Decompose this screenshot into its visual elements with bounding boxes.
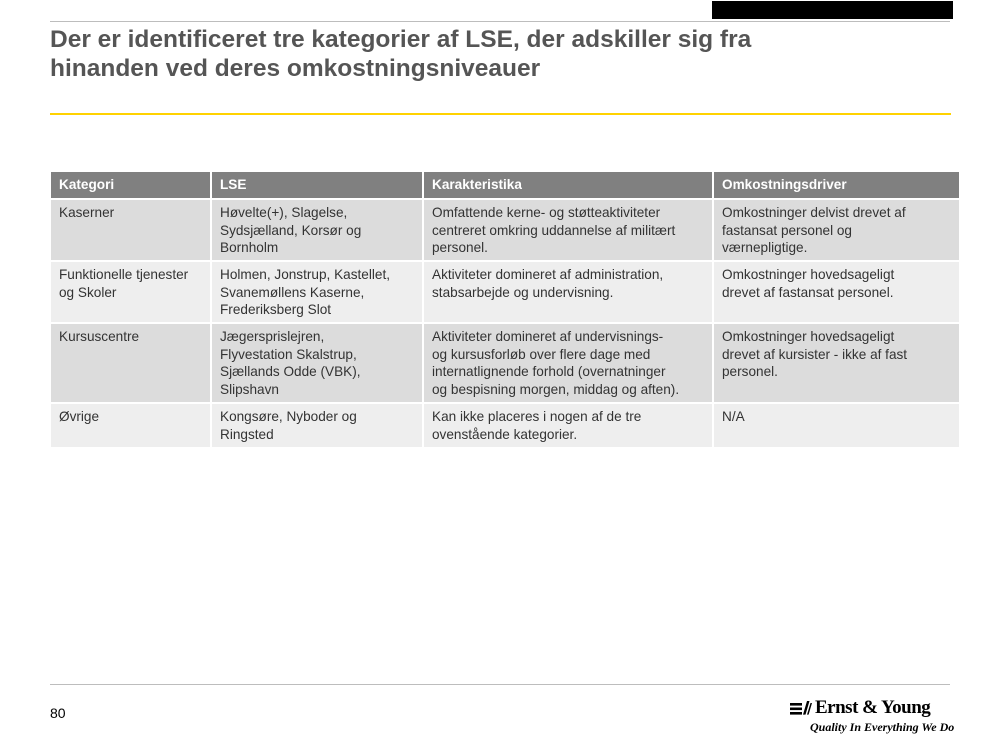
cell-karakteristika — [424, 262, 712, 322]
cell-line: internatlignende forhold (overnatninger — [432, 364, 666, 379]
cell-line: Kursuscentre — [59, 329, 140, 344]
cell-line: Ringsted — [220, 426, 274, 442]
cell-line: Jægersprislejren, — [220, 329, 325, 344]
cell-line: værnepligtige. — [722, 240, 808, 255]
cell-line: Flyvestation Skalstrup, — [220, 346, 357, 362]
logo-tagline: Quality In Everything We Do — [810, 720, 955, 734]
cell-line: og Skoler — [59, 284, 117, 300]
cell-karakteristika — [424, 404, 712, 447]
cell-kategori — [51, 200, 210, 260]
cell-lse — [212, 324, 422, 402]
cell-line: N/A — [722, 409, 745, 424]
column-header-karakteristika: Karakteristika — [424, 172, 712, 198]
cell-line: fastansat personel og — [722, 222, 852, 238]
cell-line: Sjællands Odde (VBK), — [220, 364, 361, 379]
table-row — [51, 262, 959, 322]
title-line: hinanden ved deres omkostningsniveauer — [50, 55, 541, 82]
footer-divider — [50, 684, 950, 685]
cell-line: Høvelte(+), Slagelse, — [220, 205, 348, 220]
cell-line: Sydsjælland, Korsør og — [220, 222, 362, 238]
cell-line: centreret omkring uddannelse af militært — [432, 222, 676, 238]
logo-name: Ernst & Young — [815, 697, 931, 718]
cell-karakteristika — [424, 324, 712, 402]
cell-line: Omkostninger hovedsageligt — [722, 267, 895, 282]
cell-kategori — [51, 262, 210, 322]
cell-omkostningsdriver — [714, 200, 959, 260]
cell-line: Aktiviteter domineret af administration, — [432, 267, 664, 282]
table-header-row — [51, 172, 959, 198]
cell-line: Frederiksberg Slot — [220, 302, 332, 317]
cell-line: Omfattende kerne- og støtteaktiviteter — [432, 205, 661, 220]
cell-line: Aktiviteter domineret af undervisnings- — [432, 329, 664, 344]
cell-line: Svanemøllens Kaserne, — [220, 284, 365, 300]
page-number: 80 — [50, 705, 66, 721]
cell-line: Kongsøre, Nyboder og — [220, 409, 357, 424]
cell-omkostningsdriver — [714, 404, 959, 447]
cell-line: Slipshavn — [220, 381, 279, 397]
ernst-young-bars-icon — [790, 700, 812, 717]
column-header-lse: LSE — [212, 172, 422, 198]
cell-karakteristika — [424, 200, 712, 260]
cell-line: Bornholm — [220, 240, 279, 255]
cell-line: personel. — [722, 364, 778, 379]
column-header-kategori: Kategori — [51, 172, 210, 198]
cell-line: stabsarbejde og undervisning. — [432, 284, 614, 300]
cell-lse — [212, 200, 422, 260]
cell-line: Øvrige — [59, 409, 100, 424]
cell-line: Omkostninger delvist drevet af — [722, 205, 906, 220]
cell-line: drevet af fastansat personel. — [722, 284, 894, 300]
lse-category-table — [49, 170, 961, 449]
cell-omkostningsdriver — [714, 324, 959, 402]
title-line: Der er identificeret tre kategorier af LSE, der adskiller sig fra — [50, 26, 752, 53]
redaction-box — [712, 1, 953, 19]
table-row — [51, 324, 959, 402]
cell-lse — [212, 404, 422, 447]
page-title — [50, 25, 950, 83]
cell-line: Holmen, Jonstrup, Kastellet, — [220, 267, 391, 282]
cell-lse — [212, 262, 422, 322]
cell-line: Funktionelle tjenester — [59, 267, 189, 282]
cell-omkostningsdriver — [714, 262, 959, 322]
cell-line: Kaserner — [59, 205, 115, 220]
logo-row — [790, 697, 955, 719]
cell-line: og kursusforløb over flere dage med — [432, 346, 651, 362]
table-row — [51, 200, 959, 260]
cell-line: Omkostninger hovedsageligt — [722, 329, 895, 344]
cell-line: drevet af kursister - ikke af fast — [722, 346, 908, 362]
cell-line: Kan ikke placeres i nogen af de tre — [432, 409, 642, 424]
top-divider — [50, 21, 950, 22]
cell-line: ovenstående kategorier. — [432, 426, 578, 442]
cell-line: personel. — [432, 240, 488, 255]
cell-kategori — [51, 404, 210, 447]
title-accent-rule — [50, 113, 951, 115]
column-header-omkostningsdriver: Omkostningsdriver — [714, 172, 959, 198]
cell-kategori — [51, 324, 210, 402]
table-row — [51, 404, 959, 447]
ernst-young-logo — [790, 697, 955, 735]
cell-line: og bespisning morgen, middag og aften). — [432, 381, 680, 397]
